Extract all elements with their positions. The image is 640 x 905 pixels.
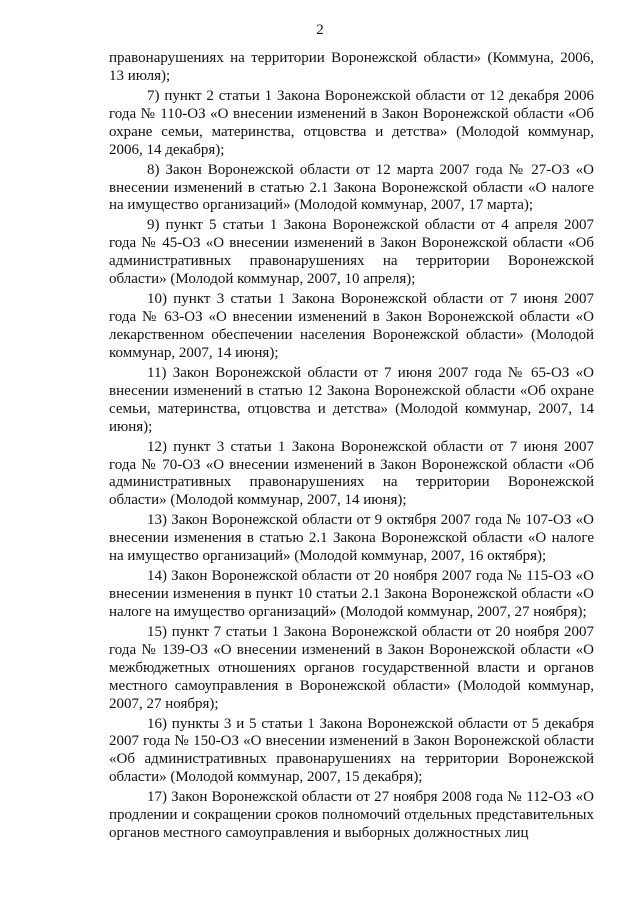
list-item-15: 15) пункт 7 статьи 1 Закона Воронежской области от 20 ноября 2007 года № 139-ОЗ «О внесении изменений в Закон Воронежской области «О межбюджетных отношениях органов государственной власти и органов местного самоуправления в Воронежской области» (Молодой коммунар, 2007, 27 ноября); [109,623,594,712]
list-item-17: 17) Закон Воронежской области от 27 ноября 2008 года № 112-ОЗ «О продлении и сокращении сроков полномочий отдельных представительных органов местного самоуправления и выборных должностных лиц [109,789,594,842]
paragraph-continuation: правонарушениях на территории Воронежской области» (Коммуна, 2006, 13 июля); [109,50,594,84]
list-item-13: 13) Закон Воронежской области от 9 октября 2007 года № 107-ОЗ «О внесении изменения в статью 2.1 Закона Воронежской области «О налоге на имущество организаций» (Молодой коммунар, 2007, 16 октября); [109,512,594,565]
list-item-11: 11) Закон Воронежской области от 7 июня 2007 года № 65-ОЗ «О внесении изменений в статью 12 Закона Воронежской области «Об охране семьи, материнства, отцовства и детства» (Молодой коммунар, 2007, 14 июня); [109,364,594,435]
list-item-9: 9) пункт 5 статьи 1 Закона Воронежской области от 4 апреля 2007 года № 45-ОЗ «О внесении изменений в Закон Воронежской области «Об административных правонарушениях на территории Воронежской области» (Молодой коммунар, 2007, 10 апреля); [109,217,594,288]
document-body [109,50,594,845]
list-item-14: 14) Закон Воронежской области от 20 ноября 2007 года № 115-ОЗ «О внесении изменения в пункт 10 статьи 2.1 Закона Воронежской области «О налоге на имущество организаций» (Молодой коммунар, 2007, 27 ноября); [109,568,594,620]
list-item-12: 12) пункт 3 статьи 1 Закона Воронежской области от 7 июня 2007 года № 70-ОЗ «О внесении изменений в Закон Воронежской области «Об административных правонарушениях на территории Воронежской области» (Молодой коммунар, 2007, 14 июня); [109,438,594,509]
list-item-8: 8) Закон Воронежской области от 12 марта 2007 года № 27-ОЗ «О внесении изменений в статью 2.1 Закона Воронежской области «О налоге на имущество организаций» (Молодой коммунар, 2007, 17 марта); [109,161,594,214]
page-number: 2 [316,22,324,38]
list-item-7: 7) пункт 2 статьи 1 Закона Воронежской области от 12 декабря 2006 года № 110-ОЗ «О внесении изменений в Закон Воронежской области «Об охране семьи, материнства, отцовства и детства» (Молодой коммунар, 2006, 14 декабря); [109,87,594,158]
list-item-10: 10) пункт 3 статьи 1 Закона Воронежской области от 7 июня 2007 года № 63-ОЗ «О внесении изменений в Закон Воронежской области «О лекарственном обеспечении населения Воронежской области» (Молодой коммунар, 2007, 14 июня); [109,291,594,361]
list-item-16: 16) пункты 3 и 5 статьи 1 Закона Воронежской области от 5 декабря 2007 года № 150-ОЗ «О внесении изменений в Закон Воронежской области «Об административных правонарушениях на территории Воронежской области» (Молодой коммунар, 2007, 15 декабря); [109,715,594,786]
